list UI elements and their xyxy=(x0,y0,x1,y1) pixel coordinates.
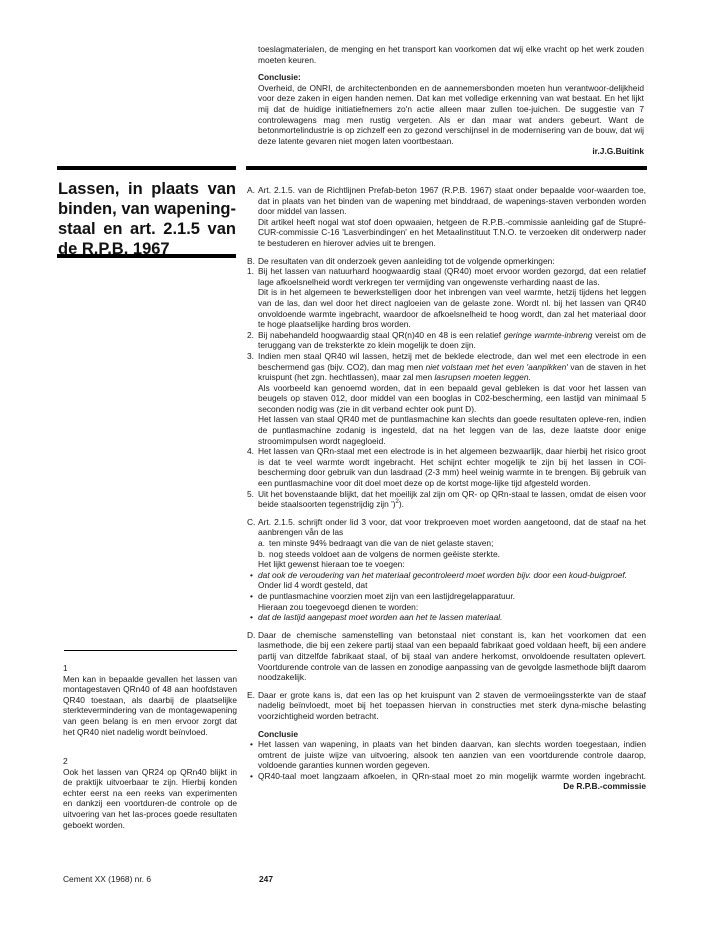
section-b-item-5 xyxy=(247,489,646,510)
top-conclusion-heading: Conclusie: xyxy=(258,72,301,83)
sub-a-text: ten minste 94% bedraagt van die van de niet gelaste staven; xyxy=(269,538,494,548)
section-b-item-3 xyxy=(247,351,646,446)
journal-citation: Cement XX (1968) nr. 6 xyxy=(63,874,151,884)
section-b-marker: B. xyxy=(247,255,255,266)
sub-b-text: nog steeds voldoet aan de volgens de normen geëiste sterkte. xyxy=(269,548,500,559)
section-e-text: Daar er grote kans is, dat een las op het kruispunt van 2 staven de vermoeiingssterkte van de staaf nadelig beïnvloedt, moet bij het toepassen hiervan in constructies met sterk dyna-mische belasting voorzichtigheid worden betracht. xyxy=(258,689,646,721)
section-c-sub-b xyxy=(251,549,646,560)
title-top-rule xyxy=(57,166,236,170)
item-3-p3: Het lassen van staal QR40 met de puntlasmachine kan slechts dan goede resultaten opleve-ren, indien de puntlasmachine zodanig is ingesteld, dat na het leggen van de las, deze laatste door enige stroomimpulsen wordt nagegloeid. xyxy=(258,414,646,446)
footnote-1-number: 1 xyxy=(63,663,68,673)
footnote-ref: 2 xyxy=(395,499,399,506)
bullet-icon: • xyxy=(250,770,253,781)
section-a-marker: A. xyxy=(247,185,255,195)
item-3-p1 xyxy=(258,351,646,383)
conclusion-heading: Conclusie xyxy=(258,728,299,739)
top-conclusion-text: Overheid, de ONRI, de architectenbonden en de aannemersbonden moeten hun verantwoor-delijkheid voor deze zaken in eigen handen nemen. Dat kan met volledige erkenning van wat bestaat. En het lijkt mij dat de huidige initiatiefnemers zo'n actie alleen maar zullen toe-juichen. De suggestie van 7 controlewagens mag men rustig vergeten. Als er dan maar wat anders gebeurt. Want de betonmortelindustrie is op zichzelf een zo gezond verschijnsel in de modernisering van de bouw, dat wij deze latente gevaren niet mogen laten voortbestaan. xyxy=(258,82,644,146)
conclusion-bullet-1 xyxy=(247,739,646,771)
item-2-p1 xyxy=(258,330,646,351)
top-article xyxy=(258,44,644,157)
item-2-text-end: vereist om de teruggang van de treksterkte zo klein mogelijk te doen zijn. xyxy=(258,329,646,351)
top-article-author: ir.J.G.Buitink xyxy=(592,146,644,157)
section-d-text: Daar de chemische samenstelling van betonstaal niet constant is, kan het voorkomen dat een lasmethode, die bij een zekere partij staal van een bepaald fabrikaat goed voldaan heeft, bij een andere partij van ditzelfde fabrikaat staal, of bij staal van andere herkomst, onvoldoende resultaten oplevert. Voortdurende controle van de lassen en zonodige aanpassing van de gevolgde lasmethode blijft daarom noodzakelijk. xyxy=(258,629,646,683)
footnote-separator-rule xyxy=(64,650,237,651)
item-3-emphasis-2: lasrupsen moeten leggen. xyxy=(434,372,531,383)
item-marker: 4. xyxy=(247,446,254,457)
item-5-text: Uit het bovenstaande blijkt, dat het moeilijk zal zijn om QR- op QRn-staal te lassen, omdat de eisen voor beide staalsoorten tegenstrijdig zijn ') xyxy=(258,488,646,510)
section-c-line-2: Onder lid 4 wordt gesteld, dat xyxy=(258,580,368,591)
conclusion xyxy=(247,729,646,740)
section-d-marker: D. xyxy=(247,629,256,640)
section-d xyxy=(247,630,646,683)
bullet-3-text: dat de lastijd aangepast moet worden aan het te lassen materiaal. xyxy=(258,612,503,623)
article-title: Lassen, in plaats van binden, van wapening-staal en art. 2.1.5 van de R.P.B. 1967 xyxy=(58,180,236,258)
footnote-1-text: Men kan in bepaalde gevallen het lassen van montagestaven QRn40 of 48 aan hoofdstaven QR40 toestaan, als daarbij de plaatselijke sterktevermindering van de montagewapening van geen belang is en men ervoor zorgt dat het QR40 niet nadelig wordt beïnvloed. xyxy=(63,673,237,737)
section-b-item-4 xyxy=(247,446,646,488)
page-number: 247 xyxy=(259,874,273,884)
item-2-emphasis: geringe warmte-inbreng xyxy=(503,329,593,340)
conclusion-signature: De R.P.B.-commissie xyxy=(563,781,646,792)
item-1-p1: Bij het lassen van natuurhard hoogwaardig staal (QR40) moet ervoor worden gezorgd, dat een relatief lage afkoelsnelheid wordt verkregen ter vermijding van ongewenste verharding naast de las. xyxy=(258,266,646,287)
footnote-2-text: Ook het lassen van QR24 op QRn40 blijkt in de praktijk uitvoerbaar te zijn. Hierbij konden echter eerst na een reeks van experimenten en dankzij een voortduren-de controle op de uitvoering van het las-proces goede resultaten geboekt worden. xyxy=(63,766,237,830)
item-marker: 3. xyxy=(247,350,254,361)
item-4-p1: Het lassen van QRn-staal met een electrode is in het algemeen bezwaarlijk, daar hierbij het risico groot is dat te veel warmte wordt ingebracht. Het schijnt echter mogelijk te zijn bij het lassen in COï-bescherming door gebruik van dun lasdraad (2-3 mm) heel weinig warmte in te brengen. Bij gebruik van een puntlasmachine voor dit doel moet deze op de kortst moge-lijke tijd afgesteld worden. xyxy=(258,446,646,489)
section-c xyxy=(247,517,646,570)
bullet-1-text: dat ook de veroudering van het materiaal gecontroleerd moet worden bijv. door een koud-buigproef. xyxy=(258,569,628,580)
footnote-1 xyxy=(63,663,237,737)
section-c-sub-a xyxy=(251,538,646,549)
article-body xyxy=(247,185,646,792)
section-a-p1: Art. 2.1.5. van de Richtlijnen Prefab-beton 1967 (R.P.B. 1967) staat onder bepaalde voor-waarden toe, dat in plaats van het binden van de wapening met binddraad, de wapenings-staven verbonden worden door middel van lassen. xyxy=(258,185,646,217)
item-3-text: Indien men staal QR40 wil lassen, hetzij met de beklede electrode, dan wel met een electrode in een beschermend gas (bijv. CO2), dan mag men xyxy=(258,350,646,372)
item-3-emphasis-1: niet volstaan met het even 'aanpikken' xyxy=(425,361,568,372)
article-top-rule xyxy=(246,166,647,170)
section-a xyxy=(247,185,646,249)
conclusion-bullet-2 xyxy=(247,770,646,792)
section-a-p2: Dit artikel heeft nogal wat stof doen opwaaien, hetgeen de R.P.B.-commissie aanleiding gaf de Stupré-CUR-commissie C-16 'Lasverbindingen' en het Metaalinstituut T.N.O. te verzoeken dit onderwerp nader te bestuderen en hierover advies uit te brengen. xyxy=(258,216,646,248)
bullet-icon: • xyxy=(250,612,253,623)
item-5-text-end: ). xyxy=(398,499,405,510)
footnote-2 xyxy=(63,756,237,830)
section-b-item-2 xyxy=(247,330,646,351)
item-marker: 2. xyxy=(247,329,254,340)
section-c-bullet-2 xyxy=(247,591,646,612)
section-e-marker: E. xyxy=(247,689,255,700)
conclusion-bullet-2-p xyxy=(258,770,646,792)
conclusion-bullet-2-text: QR40-taal moet langzaam afkoelen, in QRn-staal moet zo min mogelijk warmte worden ingebracht. xyxy=(258,770,646,781)
section-e xyxy=(247,690,646,722)
section-c-bullet-1 xyxy=(247,570,646,591)
bullet-icon: • xyxy=(250,569,253,580)
bullet-icon: • xyxy=(250,590,253,601)
bullet-2-text: de puntlasmachine voorzien moet zijn van een lastijdregelapparatuur. xyxy=(258,590,515,601)
sub-marker: b. xyxy=(258,548,265,559)
section-b-intro: De resultaten van dit onderzoek geven aanleiding tot de volgende opmerkingen: xyxy=(258,255,555,266)
section-c-line-3: Hieraan zou toegevoegd dienen te worden: xyxy=(258,601,419,612)
section-c-line-1: Het lijkt gewenst hieraan toe te voegen: xyxy=(258,559,405,570)
item-3-text-mid: van de staven in het kruispunt (het zgn. hechtlassen), maar zal men xyxy=(258,361,646,383)
bullet-icon: • xyxy=(250,739,253,750)
item-5-p1 xyxy=(258,489,646,510)
section-c-marker: C. xyxy=(247,516,256,527)
section-b-item-1 xyxy=(247,266,646,330)
section-c-bullet-3 xyxy=(247,612,646,623)
item-3-p2: Als voorbeeld kan genoemd worden, dat in een bepaald geval gebleken is dat voor het lassen van beugels op staven 012, door middel van een booglas in C02-bescherming, een lastijd van minimaal 5 seconden nodig was (zie in dit verband echter ook punt D). xyxy=(258,382,646,414)
item-marker: 1. xyxy=(247,266,254,277)
top-article-continuation: toeslagmaterialen, de menging en het transport kan voorkomen dat wij elke vracht op het werk zouden moeten keuren. xyxy=(258,44,644,65)
section-b xyxy=(247,256,646,267)
section-c-intro: Art. 2.1.5. schrijft onder lid 3 voor, dat voor trekproeven moet worden aangetoond, dat de staaf na het aanbrengen vån de las xyxy=(258,516,646,538)
item-2-text: Bij nabehandeld hoogwaardig staal QR(n)40 en 48 is een relatief xyxy=(258,329,504,340)
conclusion-bullet-1-text: Het lassen van wapening, in plaats van het binden daarvan, kan slechts worden toegestaan, indien omtrent de juiste wijze van uitvoering, alsook ten aanzien van een voortdurende controle daarop, voldoende garanties kunnen worden gegeven. xyxy=(258,739,646,771)
item-marker: 5. xyxy=(247,488,254,499)
item-1-p2: Dit is in het algemeen te bewerkstelligen door het inbrengen van veel warmte, hetzij tijdens het leggen van de las, dan wel door het direct nagloeien van de gelaste zone. Wordt nl. bij het lassen van QR40 onvoldoende warmte ingebracht, waardoor de afkoelsnelheid te hoog wordt, dan zal het materiaal door te hoge plaatselijke harding bros worden. xyxy=(258,287,646,330)
footnote-2-number: 2 xyxy=(63,756,68,766)
sub-marker: a. xyxy=(258,538,265,548)
